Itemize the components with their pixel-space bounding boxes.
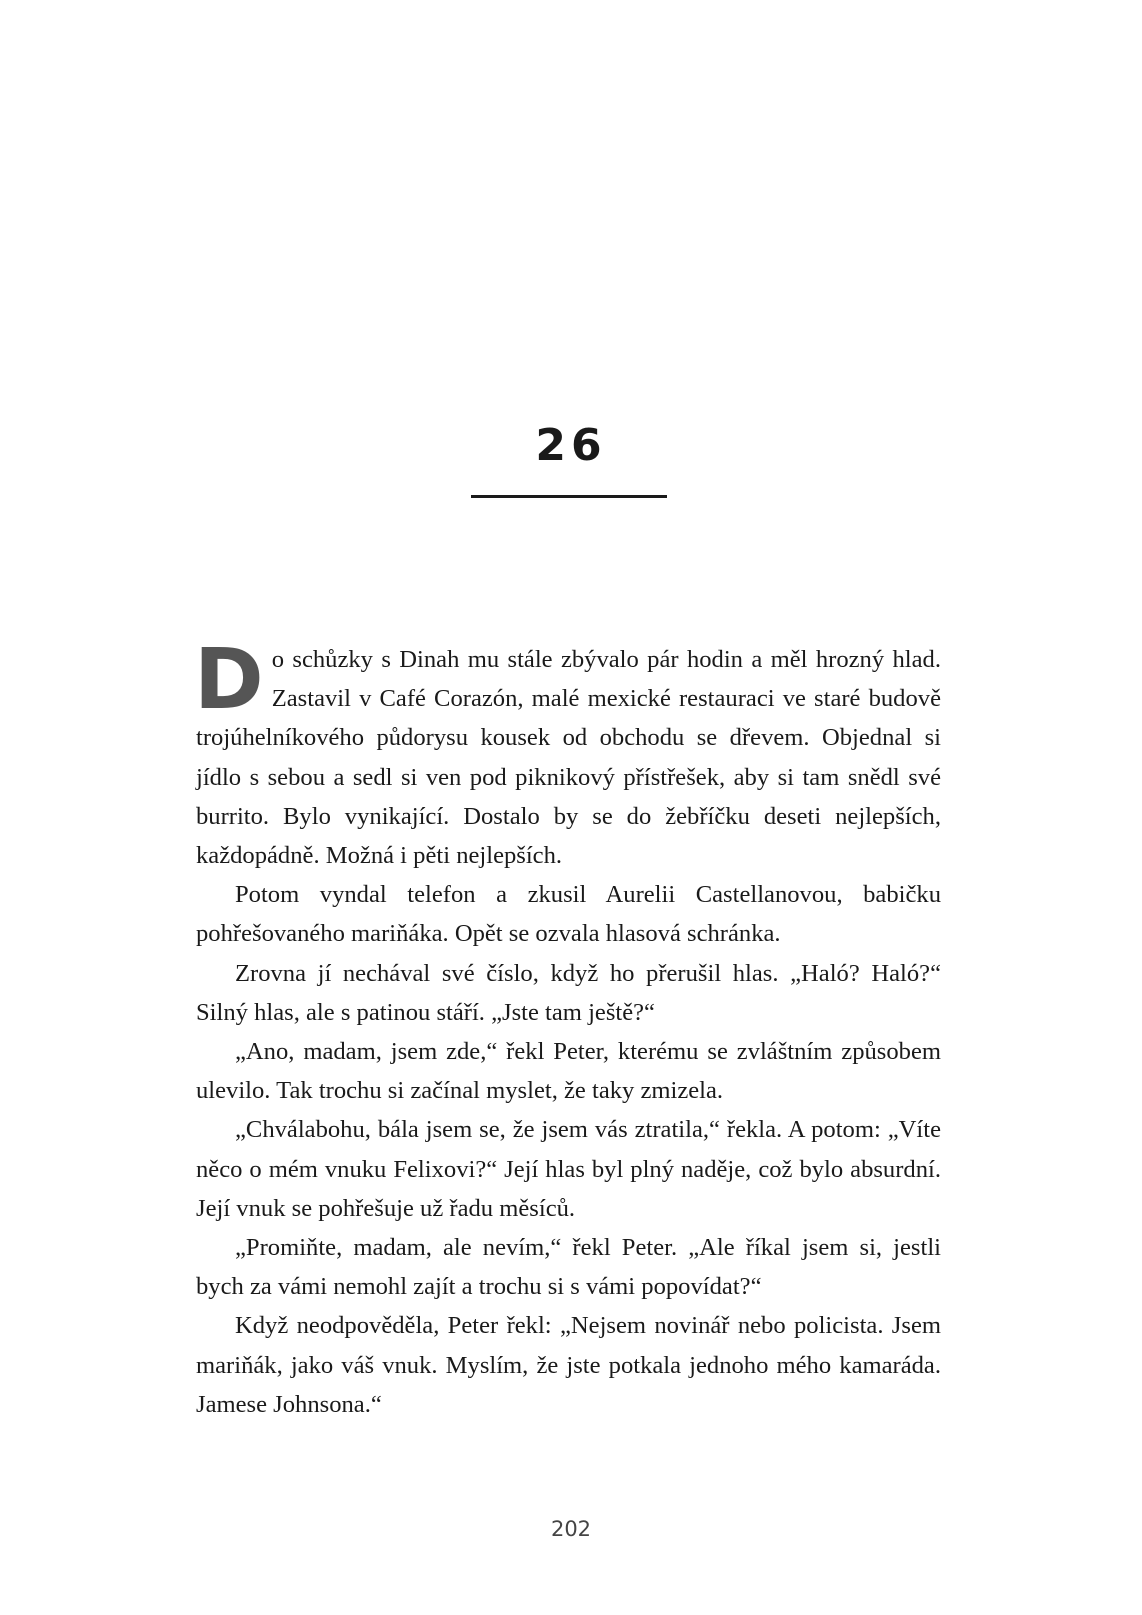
- paragraph-2: Potom vyndal telefon a zkusil Aurelii Castellanovou, babičku pohřešovaného mariňáka. Opět se ozvala hlasová schránka.: [196, 881, 941, 948]
- chapter-divider: [471, 495, 667, 498]
- paragraph-6: „Promiňte, madam, ale nevím,“ řekl Peter. „Ale říkal jsem si, jestli bych za vámi nemohl zajít a trochu si s vámi popovídat?“: [196, 1234, 941, 1301]
- page-number: 202: [550, 1517, 592, 1541]
- paragraph-7: Když neodpověděla, Peter řekl: „Nejsem novinář nebo policista. Jsem mariňák, jako váš vnuk. Myslím, že jste potkala jednoho mého kamaráda. Jamese Johnsona.“: [196, 1312, 941, 1418]
- chapter-body: [194, 630, 941, 1424]
- drop-cap: D: [194, 630, 264, 728]
- paragraph-1-text: o schůzky s Dinah mu stále zbývalo pár hodin a měl hrozný hlad. Zastavil v Café Corazón, malé mexické restauraci ve staré budově trojúhelníkového půdorysu kousek od obchodu se dřevem. Objednal si jídlo s sebou a sedl si ven pod piknikový přístřešek, aby si tam snědl své burrito. Bylo vynikající. Dostalo by se do žebříčku deseti nejlepších, každopádně. Možná i pěti nejlepších.: [196, 646, 941, 870]
- paragraph-5: „Chválabohu, bála jsem se, že jsem vás ztratila,“ řekla. A potom: „Víte něco o mém vnuku Felixovi?“ Její hlas byl plný naděje, což bylo absurdní. Její vnuk se pohřešuje už řadu měsíců.: [196, 1116, 941, 1222]
- chapter-number: 26: [535, 420, 607, 471]
- paragraph-3: Zrovna jí nechával své číslo, když ho přerušil hlas. „Haló? Haló?“ Silný hlas, ale s patinou stáří. „Jste tam ještě?“: [196, 959, 941, 1026]
- paragraph-1: [194, 630, 941, 875]
- paragraph-4: „Ano, madam, jsem zde,“ řekl Peter, kterému se zvláštním způsobem ulevilo. Tak trochu si začínal myslet, že taky zmizela.: [196, 1038, 941, 1105]
